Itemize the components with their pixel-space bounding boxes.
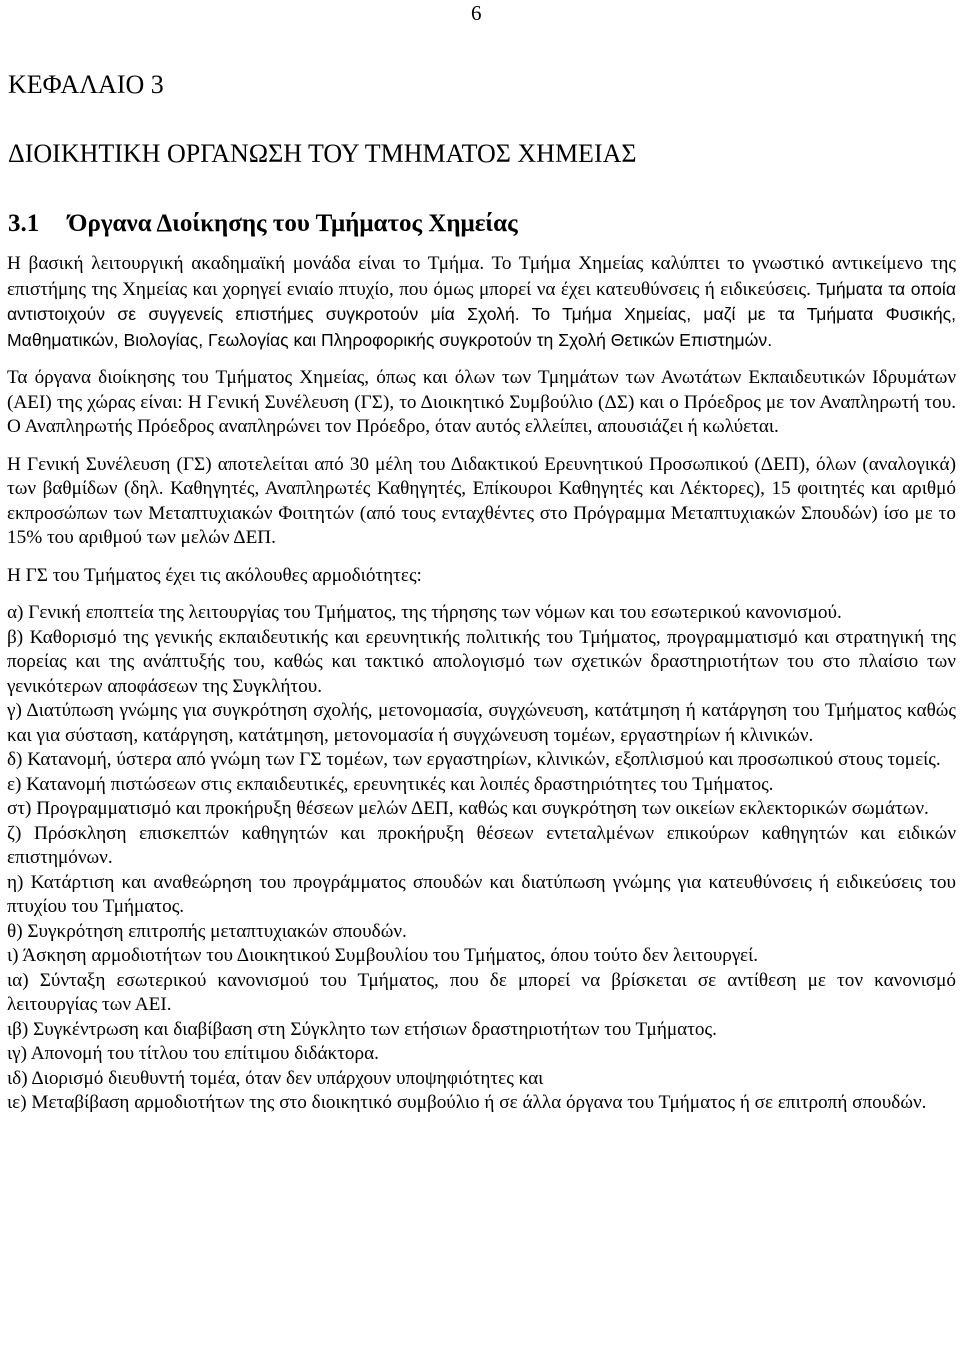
list-item: στ) Προγραμματισμό και προκήρυξη θέσεων μελών ΔΕΠ, καθώς και συγκρότηση των οικείων εκλεκτορικών σωμάτων. [7,798,929,819]
list-item: ε) Κατανομή πιστώσεων στις εκπαιδευτικές, ερευνητικές και λοιπές δραστηριότητες του Τμήματος. [7,773,774,795]
list-item: γ) Διατύπωση γνώμης για συγκρότηση σχολής, μετονομασία, συγχώνευση, κατάτμηση ή κατάργηση του Τμήματος καθώς και για σύσταση, κατάργηση, κατάτμηση, μετονομασία ή συγχώνευση τομέων, εργαστηρίων ή κλινικών. [7,700,956,746]
paragraph-organs: Τα όργανα διοίκησης του Τμήματος Χημείας, όπως και όλων των Τμημάτων των Ανωτάτων Εκπαιδευτικών Ιδρυμάτων (ΑΕΙ) της χώρας είναι: Η Γενική Συνέλευση (ΓΣ), το Διοικητικό Συμβούλιο (ΔΣ) και ο Πρόεδρος με τον Αναπληρωτή του. Ο Αναπληρωτής Πρόεδρος αναπληρώνει τον Πρόεδρο, όταν αυτός ελλείπει, απουσιάζει ή κωλύεται. [7,367,956,437]
section-number: 3.1 [8,210,40,237]
responsibilities-list [7,601,956,1116]
chapter-heading: ΚΕΦΑΛΑΙΟ 3 [8,70,164,99]
section-heading [8,209,518,239]
body-text [7,252,956,1116]
paragraph-intro [7,252,956,353]
paragraph-responsibilities-intro: Η ΓΣ του Τμήματος έχει τις ακόλουθες αρμοδιότητες: [7,564,422,586]
list-item: ιδ) Διορισμό διευθυντή τομέα, όταν δεν υπάρχουν υποψηφιότητες και [7,1067,544,1089]
paragraph-intro-text-sans: Τμήματα τα οποία αντιστοιχούν σε συγγενείς επιστήμες συγκροτούν μία Σχολή. Το Τμήμα Χημείας, μαζί με τα Τμήματα Φυσικής, Μαθηματικών, Βιολογίας, Γεωλογίας και Πληροφορικής συγκροτούν τη Σχολή Θετικών Επιστημών. [7,278,957,350]
list-item: β) Καθορισμό της γενικής εκπαιδευτικής και ερευνητικής πολιτικής του Τμήματος, προγραμματισμό και στρατηγική της πορείας και της ανάπτυξής του, καθώς και τακτικό απολογισμό των σχετικών δραστηριοτήτων του στο πλαίσιο των γενικότερων αποφάσεων της Συγκλήτου. [7,626,956,697]
page-number: 6 [471,1,482,25]
list-item: ια) Σύνταξη εσωτερικού κανονισμού του Τμήματος, που δε μπορεί να βρίσκεται σε αντίθεση με τον κανονισμό λειτουργίας των ΑΕΙ. [7,969,956,1015]
list-item: ιγ) Απονομή του τίτλου του επίτιμου διδάκτορα. [7,1043,379,1064]
list-item: δ) Κατανομή, ύστερα από γνώμη των ΓΣ τομέων, των εργαστηρίων, κλινικών, εξοπλισμού και προσωπικού στους τομείς. [7,749,941,770]
paragraph-intro-text: Η βασική λειτουργική ακαδημαϊκή μονάδα είναι το Τμήμα. Το Τμήμα Χημείας καλύπτει το γνωστικό αντικείμενο της επιστήμης της Χημείας και χορηγεί ενιαίο πτυχίο, που όμως μπορεί να έχει κατευθύνσεις ή ειδικεύσεις. [7,253,956,300]
paragraph-general-assembly: Η Γενική Συνέλευση (ΓΣ) αποτελείται από 30 μέλη του Διδακτικού Ερευνητικού Προσωπικού (ΔΕΠ), όλων (αναλογικά) των βαθμίδων (δηλ. Καθηγητές, Αναπληρωτές Καθηγητές, Επίκουροι Καθηγητές και Λέκτορες), 15 φοιτητές και αριθμό εκπροσώπων των Μεταπτυχιακών Φοιτητών (από τους ενταχθέντες στο Πρόγραμμα Μεταπτυχιακών Σπουδών) ίσο με το 15% του αριθμού των μελών ΔΕΠ. [7,453,956,548]
chapter-title: ΔΙΟΙΚΗΤΙΚΗ ΟΡΓΑΝΩΣΗ ΤΟΥ ΤΜΗΜΑΤΟΣ ΧΗΜΕΙΑΣ [8,139,637,168]
section-title: Όργανα Διοίκησης του Τμήματος Χημείας [68,210,518,237]
list-item: η) Κατάρτιση και αναθεώρηση του προγράμματος σπουδών και διατύπωση γνώμης για κατευθύνσεις ή ειδικεύσεις του πτυχίου του Τμήματος. [7,871,956,917]
list-item: θ) Συγκρότηση επιτροπής μεταπτυχιακών σπουδών. [7,920,407,942]
list-item: ιβ) Συγκέντρωση και διαβίβαση στη Σύγκλητο των ετήσιων δραστηριοτήτων του Τμήματος. [7,1018,717,1040]
list-item: ι) Άσκηση αρμοδιοτήτων του Διοικητικού Συμβουλίου του Τμήματος, όπου τούτο δεν λειτουργεί. [7,945,759,966]
list-item: ζ) Πρόσκληση επισκεπτών καθηγητών και προκήρυξη θέσεων εντεταλμένων επικούρων καθηγητών και ειδικών επιστημόνων. [7,822,956,868]
list-item: α) Γενική εποπτεία της λειτουργίας του Τμήματος, της τήρησης των νόμων και του εσωτερικού κανονισμού. [7,602,842,623]
list-item: ιε) Μεταβίβαση αρμοδιοτήτων της στο διοικητικό συμβούλιο ή σε άλλα όργανα του Τμήματος ή σε επιτροπή σπουδών. [7,1092,927,1113]
